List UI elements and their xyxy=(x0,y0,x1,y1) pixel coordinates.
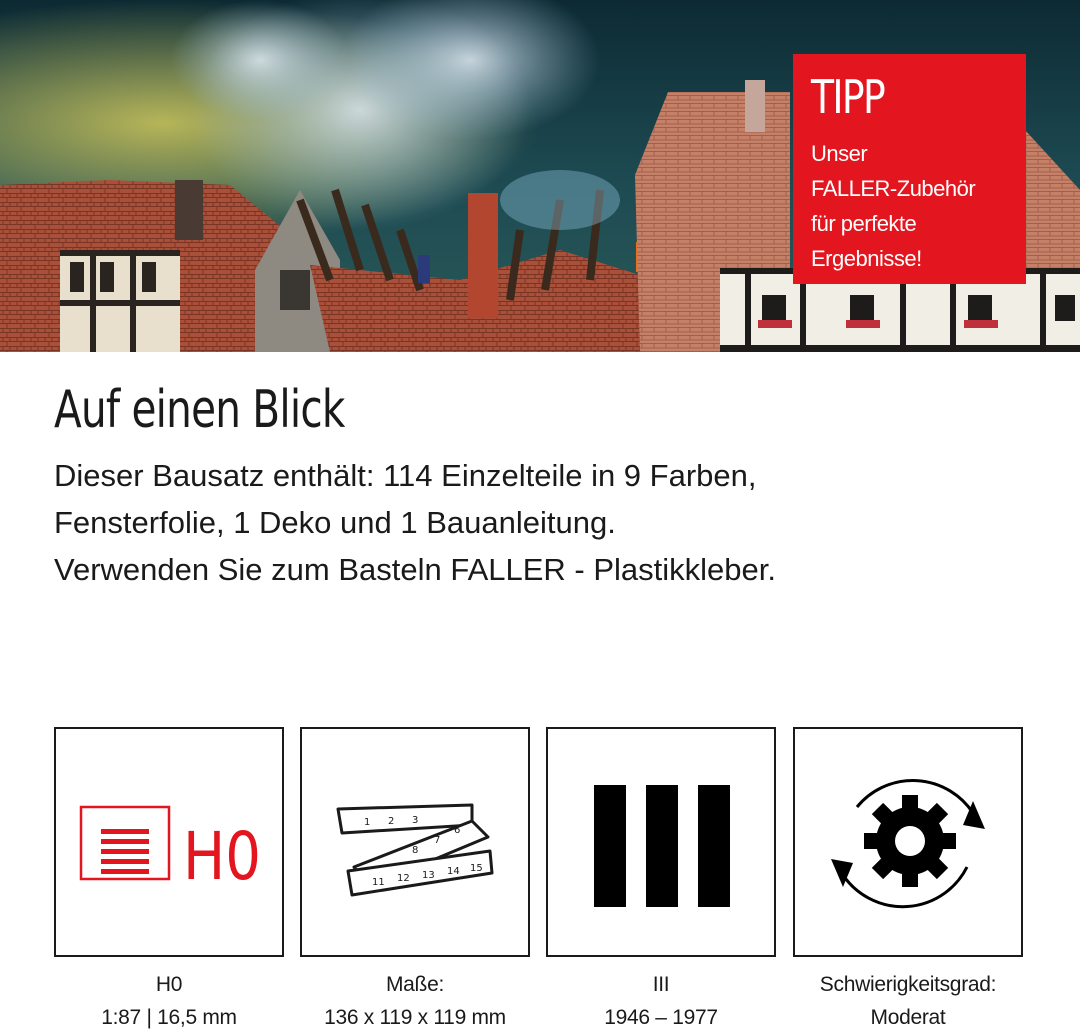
overview-heading: Auf einen Blick xyxy=(54,380,345,440)
difficulty-caption xyxy=(790,968,1026,1034)
svg-text:6: 6 xyxy=(454,825,461,836)
scale-h0-icon xyxy=(56,729,282,955)
tipp-line: Ergebnisse! xyxy=(811,246,922,271)
tipp-title: TIPP xyxy=(811,70,885,124)
svg-text:15: 15 xyxy=(470,863,483,874)
dimensions-tile xyxy=(300,727,530,957)
tipp-box xyxy=(793,54,1026,284)
svg-text:11: 11 xyxy=(372,877,385,888)
svg-text:12: 12 xyxy=(397,873,410,884)
caption-sub: Moderat xyxy=(870,1006,946,1029)
epoch-tile xyxy=(546,727,776,957)
tipp-line: FALLER-Zubehör xyxy=(811,176,976,201)
caption-sub: 136 x 119 x 119 mm xyxy=(324,1006,506,1029)
overview-description xyxy=(54,452,776,593)
scale-tile xyxy=(54,727,284,957)
svg-text:1: 1 xyxy=(364,817,371,828)
difficulty-tile xyxy=(793,727,1023,957)
svg-text:8: 8 xyxy=(412,845,419,856)
dimensions-caption xyxy=(297,968,533,1034)
caption-title: Maße: xyxy=(385,973,444,996)
folding-ruler-icon xyxy=(302,729,528,955)
tipp-line: für perfekte xyxy=(811,211,917,236)
caption-sub: 1946 – 1977 xyxy=(604,1006,718,1029)
scale-caption xyxy=(51,968,287,1034)
description-line: Verwenden Sie zum Basteln FALLER - Plastikkleber. xyxy=(54,552,776,587)
scale-badge: H0 xyxy=(183,818,261,895)
svg-text:14: 14 xyxy=(447,866,460,877)
caption-title: III xyxy=(652,973,670,996)
gear-cycle-icon xyxy=(795,729,1021,955)
caption-title: H0 xyxy=(155,973,183,996)
svg-text:13: 13 xyxy=(422,870,435,881)
description-line: Dieser Bausatz enthält: 114 Einzelteile in 9 Farben, xyxy=(54,458,757,493)
svg-text:2: 2 xyxy=(388,816,395,827)
svg-text:3: 3 xyxy=(412,815,419,826)
caption-title: Schwierigkeitsgrad: xyxy=(819,973,997,996)
epoch-three-bars-icon xyxy=(548,729,774,955)
epoch-caption xyxy=(543,968,779,1034)
caption-sub: 1:87 | 16,5 mm xyxy=(101,1006,237,1029)
description-line: Fensterfolie, 1 Deko und 1 Bauanleitung. xyxy=(54,505,616,540)
tipp-line: Unser xyxy=(811,141,868,166)
svg-text:7: 7 xyxy=(434,835,441,846)
